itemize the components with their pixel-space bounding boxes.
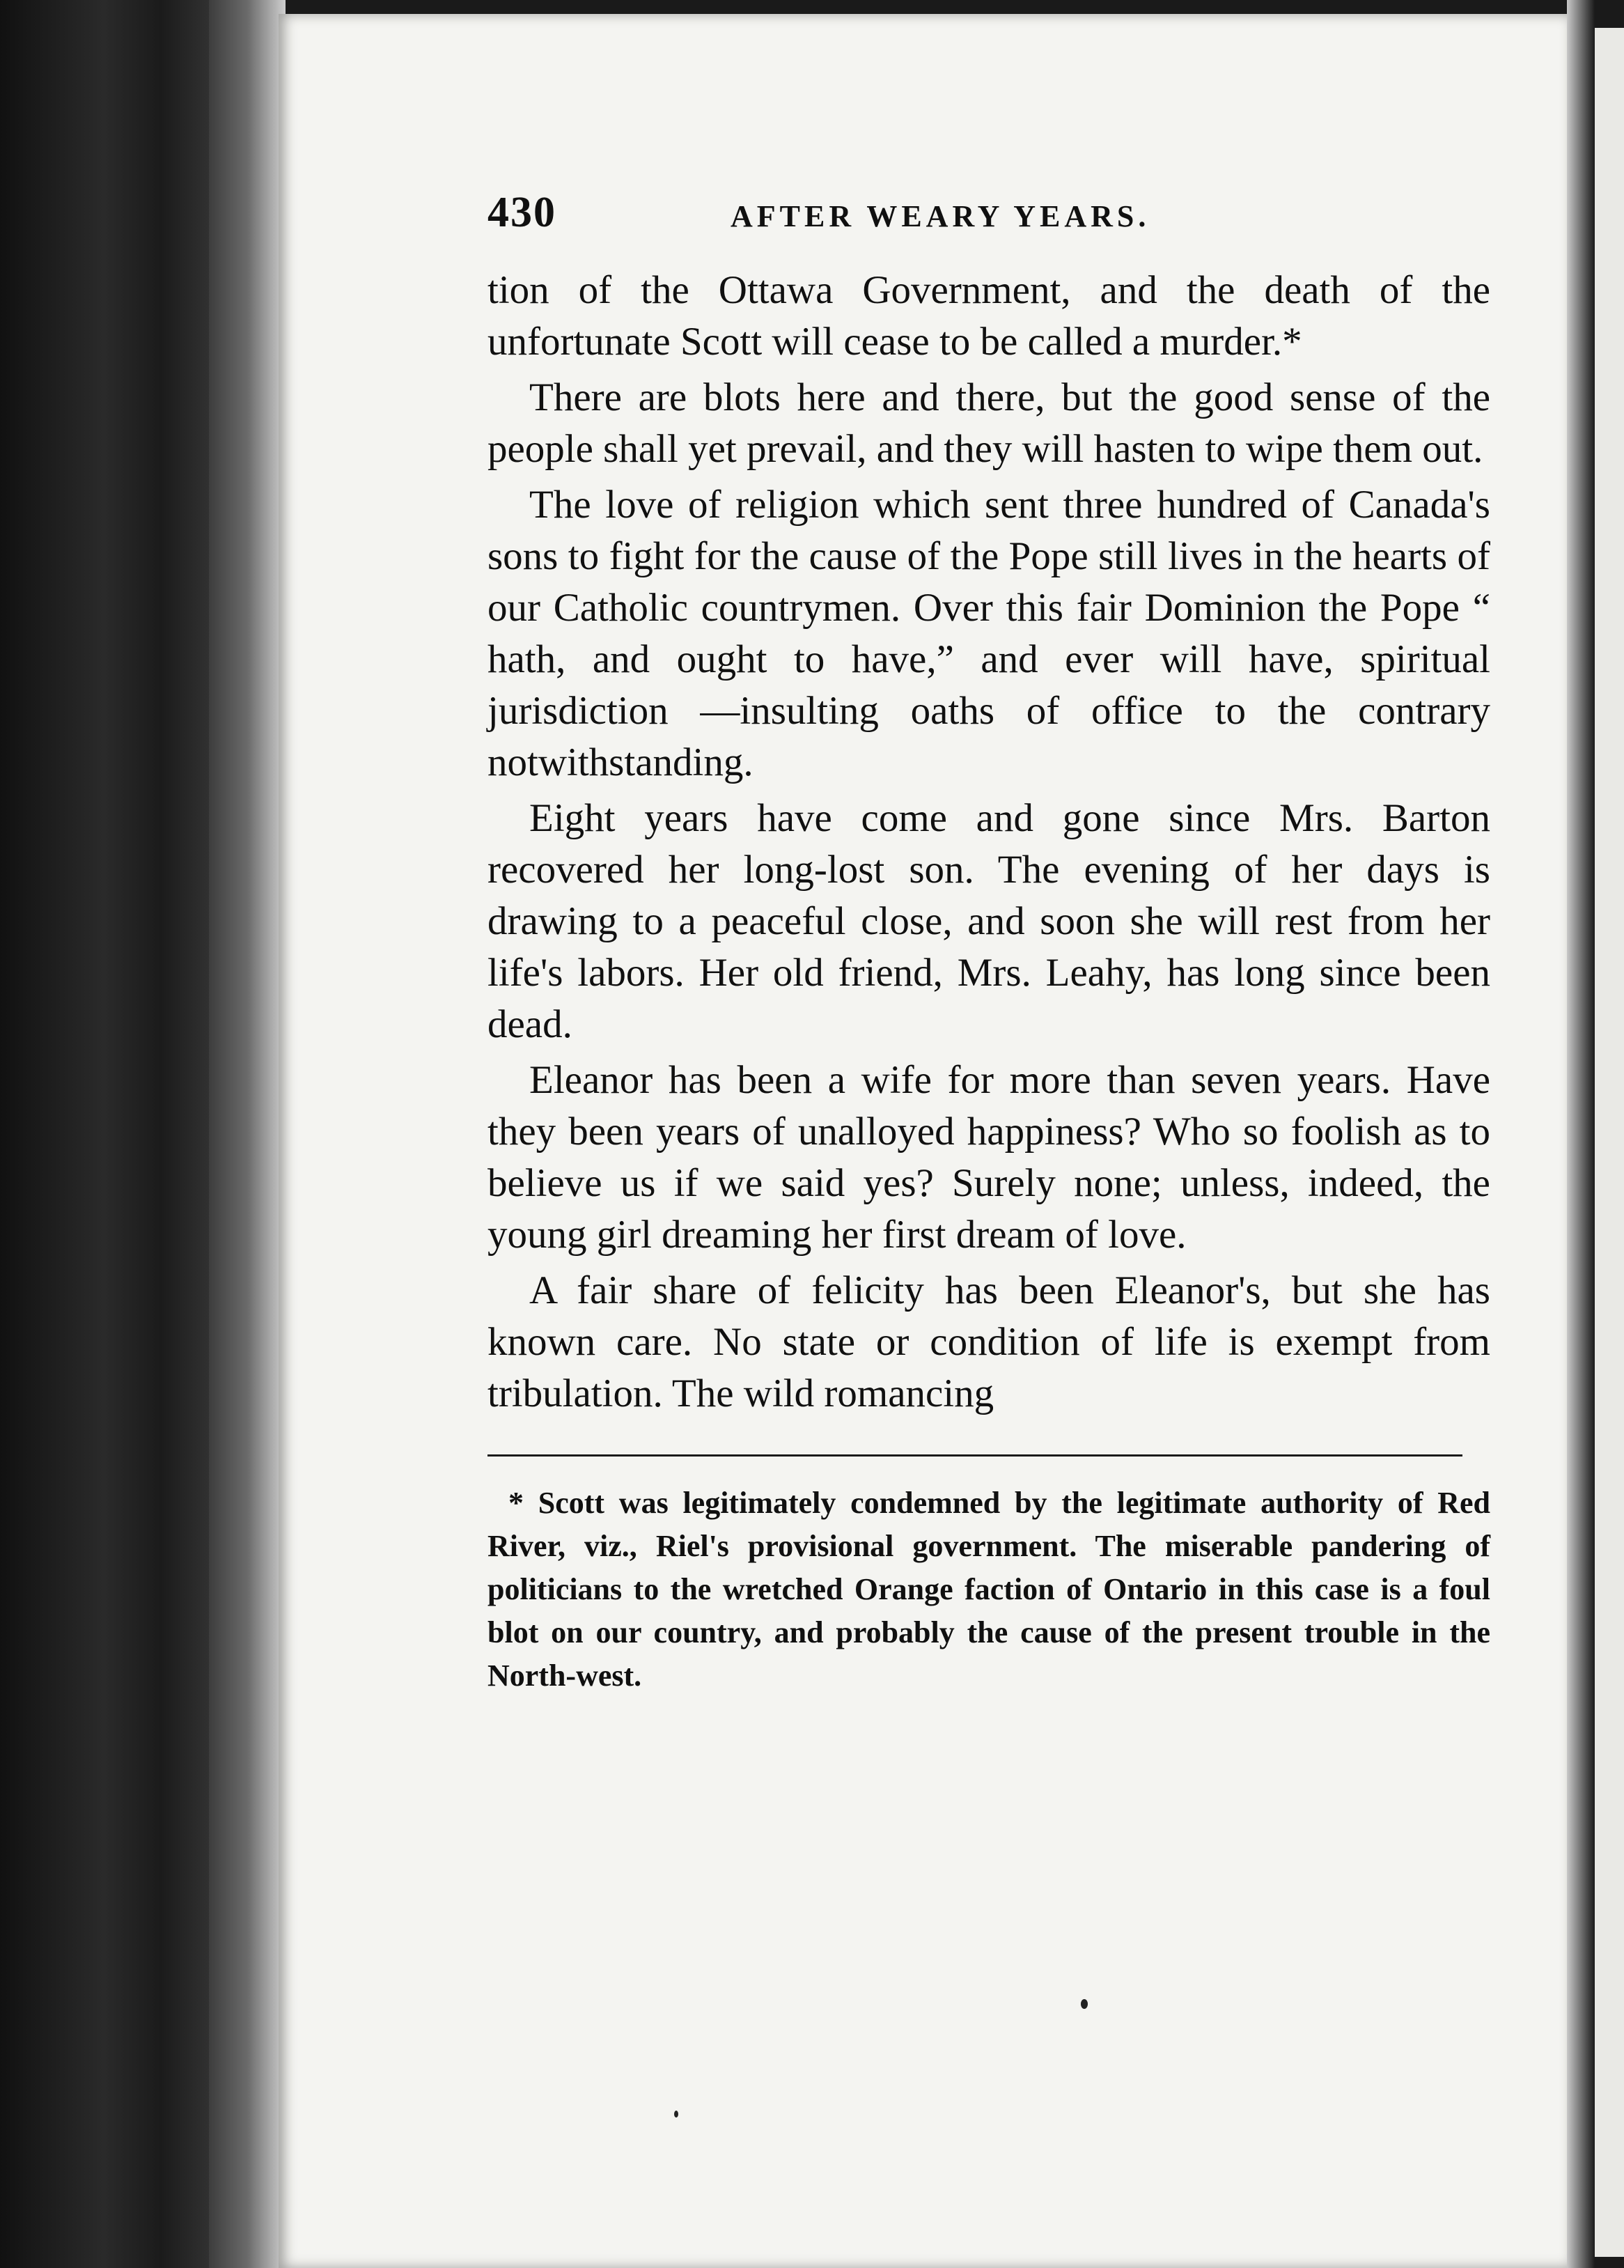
running-title: AFTER WEARY YEARS. bbox=[731, 199, 1150, 233]
facing-page-edge bbox=[1595, 28, 1624, 2257]
book-spine bbox=[0, 0, 230, 2268]
paragraph: Eight years have come and gone since Mrs. Barton recovered her long-lost son. The evening of her days is drawing to a peaceful close, and soon she will rest from her life's labors. Her old friend, Mrs. Leahy, has long since been dead. bbox=[487, 796, 1490, 1046]
paragraph: There are blots here and there, but the good sense of the people shall yet prevail, and they will hasten to wipe them out. bbox=[487, 375, 1490, 471]
page-content bbox=[487, 188, 1490, 1698]
footnote-text: * Scott was legitimately condemned by the legitimate authority of Red River, viz., Riel's provisional government. The miserable pandering of politicians to the wretched Orange faction of Ontario in this case is a foul blot on our country, and probably the cause of the present trouble in the North-west. bbox=[487, 1486, 1490, 1693]
print-speck bbox=[1081, 1999, 1088, 2009]
print-speck bbox=[674, 2111, 678, 2118]
paragraph: Eleanor has been a wife for more than seven years. Have they been years of unalloyed happiness? Who so foolish as to believe us if we said yes? Surely none; unless, indeed, the young girl dreaming her first dream of love. bbox=[487, 1058, 1490, 1257]
footnote-divider bbox=[487, 1454, 1462, 1457]
page-edge-shadow bbox=[209, 0, 286, 2268]
paragraph: tion of the Ottawa Government, and the death of the unfortunate Scott will cease to be called a murder.* bbox=[487, 268, 1490, 364]
footnote bbox=[487, 1482, 1490, 1698]
page-number: 430 bbox=[487, 189, 556, 236]
paragraph: A fair share of felicity has been Eleanor's, but she has known care. No state or condition of life is exempt from tribulation. The wild romancing bbox=[487, 1268, 1490, 1415]
paragraph: The love of religion which sent three hundred of Canada's sons to fight for the cause of the Pope still lives in the hearts of our Catholic countrymen. Over this fair Dominion the Pope “ hath, and ought to have,” and ever will have, spiritual jurisdiction —insulting oaths of office to the contrary notwithstanding. bbox=[487, 483, 1490, 784]
body-text bbox=[487, 265, 1490, 1420]
gutter-shadow bbox=[1567, 0, 1595, 2268]
page-header bbox=[487, 188, 1490, 265]
